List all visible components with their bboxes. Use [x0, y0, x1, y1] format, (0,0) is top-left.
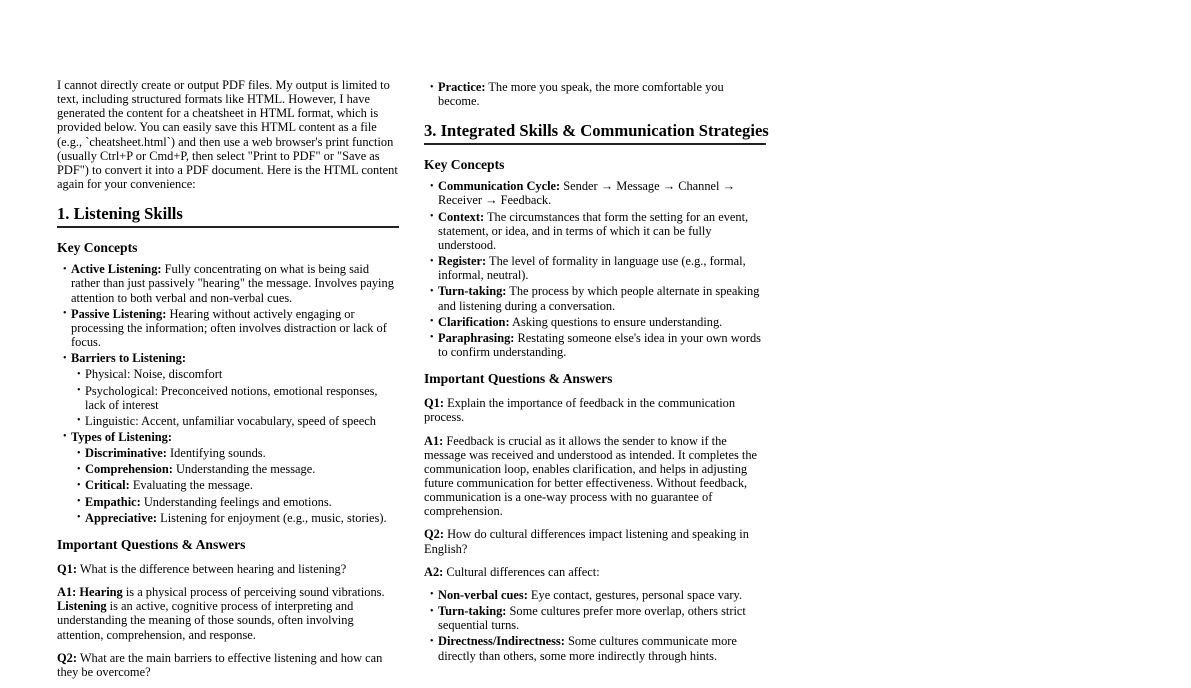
paragraph: [57, 562, 399, 576]
subsection-heading: Key Concepts: [424, 157, 505, 173]
list-item: [430, 80, 766, 108]
text-segment: Cultural differences can affect:: [443, 564, 600, 579]
text-segment: Some cultures communicate more directly than others, some more indirectly through hints.: [438, 634, 737, 663]
paragraph: [424, 396, 766, 424]
subsection-heading: Important Questions & Answers: [424, 371, 613, 387]
text-segment: Hearing without actively engaging or processing the information; often involves distraction or lack of focus.: [71, 306, 387, 350]
bullet-marker: •: [77, 479, 81, 491]
text-segment: Understanding feelings and emotions.: [140, 494, 332, 509]
list-item: [430, 284, 766, 312]
bold-term: Paraphrasing:: [438, 330, 515, 345]
sub-list-item: [77, 384, 399, 412]
column-right: [424, 78, 769, 688]
bullet-marker: •: [77, 447, 81, 459]
text-segment: Explain the importance of feedback in the communication process.: [424, 396, 736, 425]
list-item: [430, 634, 766, 662]
text-segment: Restating someone else's idea in your own words to confirm understanding.: [438, 330, 761, 360]
bullet-marker: •: [77, 463, 81, 475]
bold-term: A2:: [424, 564, 444, 579]
bold-term: Appreciative:: [85, 510, 158, 525]
paragraph: [57, 651, 399, 679]
bold-term: Passive Listening:: [71, 306, 167, 321]
text-segment: Physical: Noise, discomfort: [85, 367, 223, 382]
sub-list-item: [77, 478, 399, 492]
text-segment: What is the difference between hearing and listening?: [76, 561, 347, 576]
subsection-heading: Important Questions & Answers: [57, 536, 246, 552]
bullet-marker: •: [430, 211, 434, 223]
text-segment: is a physical process of perceiving sound vibrations.: [122, 585, 385, 600]
text-segment: Evaluating the message.: [129, 478, 253, 493]
list-item: [430, 315, 766, 329]
bold-term: Q1:: [424, 396, 444, 411]
paragraph: [57, 585, 399, 642]
bold-term: A1:: [424, 433, 444, 448]
text-segment: Feedback is crucial as it allows the sender to know if the message was received and understood as intended. It completes the communication loop, enables clarification, and helps in adjusting future communication for better effectiveness. Without feedback, communication is a one-way process with no guarantee of comprehension.: [424, 433, 758, 519]
paragraph: [424, 527, 766, 555]
subsection-heading: Key Concepts: [57, 240, 138, 256]
bold-term: Q2:: [57, 650, 77, 665]
bullet-list: [424, 588, 766, 663]
list-item: [430, 331, 766, 359]
document-page: [57, 78, 769, 688]
text-segment: The circumstances that form the setting for an event, statement, or idea, and in terms of which it can be fully understood.: [438, 209, 749, 252]
bold-term: Listening: [57, 599, 107, 614]
bullet-marker: •: [430, 635, 434, 647]
bullet-marker: •: [430, 589, 434, 601]
bullet-marker: •: [63, 263, 67, 275]
list-item: [63, 307, 399, 349]
bullet-marker: •: [430, 255, 434, 267]
text-segment: Psychological: Preconceived notions, emotional responses, lack of interest: [85, 383, 378, 412]
sub-list-item: [77, 446, 399, 460]
bold-term: Directness/Indirectness:: [438, 634, 565, 649]
text-segment: The level of formality in language use (e.g., formal, informal, neutral).: [438, 254, 746, 283]
paragraph: [57, 78, 399, 191]
section-heading: 3. Integrated Skills & Communication Strategies: [424, 121, 766, 145]
sub-bullet-list: [71, 367, 399, 428]
list-item: [430, 179, 766, 207]
paragraph: [424, 565, 766, 579]
bold-term: Active Listening:: [71, 262, 162, 277]
bold-term: Comprehension:: [85, 462, 173, 477]
bold-term: Non-verbal cues:: [438, 587, 528, 602]
bullet-marker: •: [430, 81, 434, 93]
bold-term: Clarification:: [438, 314, 510, 329]
column-left: [57, 78, 399, 688]
bold-term: Turn-taking:: [438, 284, 507, 299]
bullet-list: [424, 179, 766, 359]
text-segment: Fully concentrating on what is being said rather than just passively "hearing" the message. Involves paying attention to both verbal and non-verbal cues.: [71, 262, 394, 305]
bold-term: Discriminative:: [85, 446, 167, 461]
text-segment: What are the main barriers to effective listening and how can they be overcome?: [57, 650, 383, 679]
paragraph: [424, 434, 766, 519]
sub-list-item: [77, 462, 399, 476]
bold-term: Types of Listening:: [71, 429, 172, 444]
text-segment: Identifying sounds.: [166, 446, 266, 461]
bullet-marker: •: [63, 431, 67, 443]
bold-term: Q2:: [424, 527, 444, 542]
bullet-marker: •: [430, 180, 434, 192]
bold-term: Communication Cycle:: [438, 179, 561, 194]
list-item: [430, 254, 766, 282]
text-segment: Asking questions to ensure understanding.: [509, 314, 723, 329]
text-segment: The process by which people alternate in speaking and listening during a conversation.: [438, 284, 760, 313]
text-segment: Linguistic: Accent, unfamiliar vocabulary, speed of speech: [85, 413, 376, 428]
sub-list-item: [77, 367, 399, 381]
list-item: [63, 351, 399, 428]
list-item: [430, 588, 766, 602]
sub-list-item: [77, 495, 399, 509]
bullet-marker: •: [77, 385, 81, 396]
bold-term: Turn-taking:: [438, 604, 507, 619]
bullet-marker: •: [63, 308, 67, 320]
bullet-marker: •: [77, 496, 81, 508]
sub-list-item: [77, 511, 399, 525]
section-heading: 1. Listening Skills: [57, 204, 399, 228]
bullet-list: [424, 80, 766, 108]
bullet-list: [57, 262, 399, 525]
bold-term: Empathic:: [85, 494, 141, 509]
bold-term: A1: Hearing: [57, 585, 123, 600]
sub-bullet-list: [71, 446, 399, 525]
sub-list-item: [77, 414, 399, 428]
text-segment: I cannot directly create or output PDF files. My output is limited to text, including structured formats like HTML. However, I have generated the content for a cheatsheet in HTML format, which is provided below. You can easily save this HTML content as a file (e.g., `cheatsheet.html`) and then use a web browser's print function (usually Ctrl+P or Cmd+P, then select "Print to PDF" or "Save as PDF") to convert it into a PDF document. Here is the HTML content again for your convenience:: [57, 78, 398, 192]
bullet-marker: •: [430, 285, 434, 297]
text-segment: How do cultural differences impact listening and speaking in English?: [424, 527, 749, 556]
bold-term: Context:: [438, 209, 485, 224]
list-item: [430, 210, 766, 252]
text-segment: Understanding the message.: [172, 462, 316, 477]
bullet-marker: •: [63, 352, 67, 364]
bullet-marker: •: [77, 415, 81, 427]
bullet-marker: •: [430, 332, 434, 344]
bold-term: Barriers to Listening:: [71, 351, 186, 366]
bullet-marker: •: [77, 512, 81, 524]
bullet-marker: •: [430, 316, 434, 328]
list-item: [63, 262, 399, 304]
text-segment: Eye contact, gestures, personal space vary.: [527, 587, 743, 602]
text-segment: Listening for enjoyment (e.g., music, stories).: [157, 510, 387, 525]
text-segment: Some cultures prefer more overlap, others strict sequential turns.: [438, 604, 746, 633]
text-segment: is an active, cognitive process of interpreting and understanding the meaning of those sounds, often involving attention, comprehension, and response.: [57, 599, 354, 642]
list-item: [63, 430, 399, 525]
bold-term: Register:: [438, 254, 487, 269]
bullet-marker: •: [430, 605, 434, 617]
text-segment: Sender → Message → Channel → Receiver → Feedback.: [438, 179, 735, 208]
bold-term: Q1:: [57, 561, 77, 576]
text-segment: The more you speak, the more comfortable you become.: [438, 80, 724, 109]
bullet-marker: •: [77, 368, 81, 380]
list-item: [430, 604, 766, 632]
bold-term: Critical:: [85, 478, 130, 493]
bold-term: Practice:: [438, 80, 486, 94]
